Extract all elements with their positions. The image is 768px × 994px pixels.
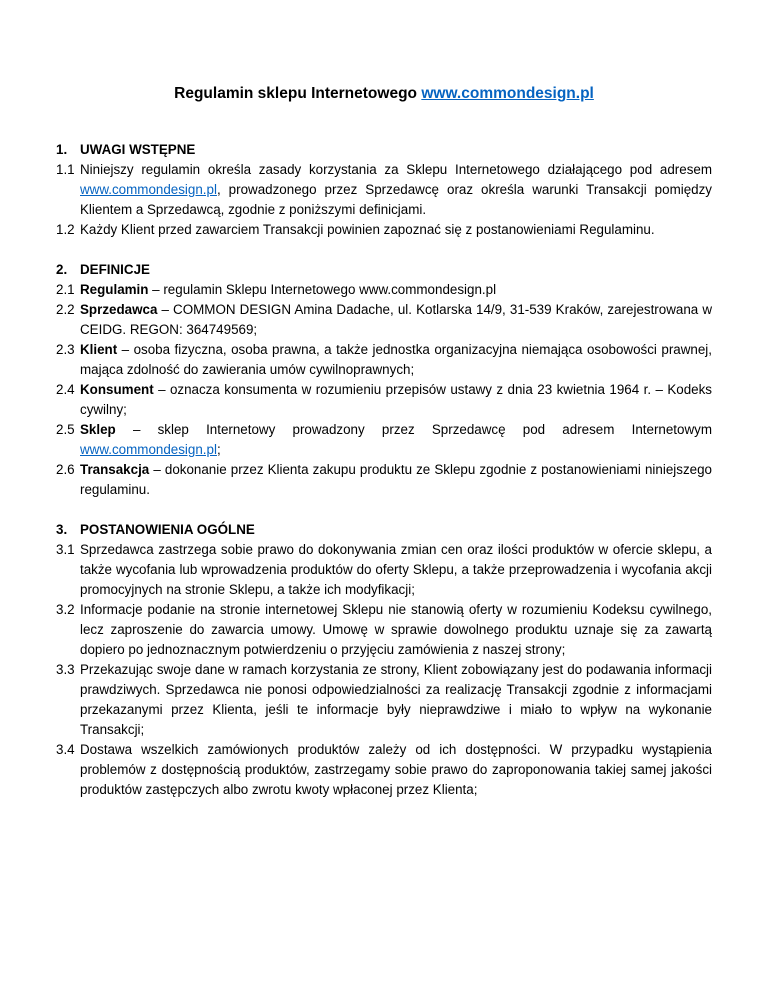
item-number: 1.1 <box>56 162 75 177</box>
item-text: Informacje podanie na stronie internetowej Sklepu nie stanowią oferty w rozumieniu Kodeksu cywilnego, lecz zaproszenie do zawarcia umowy. Umowę w sprawie dowolnego produktu uznaje się za zawartą dopiero po jednoznacznym potwierdzeniu o przyjęciu zamówienia z naszej strony; <box>80 602 712 657</box>
item-number: 2.3 <box>56 342 75 357</box>
title-link[interactable]: www.commondesign.pl <box>421 85 594 102</box>
item-number: 3.4 <box>56 742 75 757</box>
item-text-before: Niniejszy regulamin określa zasady korzystania za Sklepu Internetowego działającego pod adresem <box>80 162 712 177</box>
list-item <box>56 460 712 500</box>
item-text <box>80 280 712 300</box>
item-text: Każdy Klient przed zawarciem Transakcji powinien zapoznać się z postanowieniami Regulaminu. <box>80 222 655 237</box>
list-item <box>56 380 712 420</box>
item-number: 3.2 <box>56 602 75 617</box>
definition-text: – oznacza konsumenta w rozumieniu przepisów ustawy z dnia 23 kwietnia 1964 r. – Kodeks cywilny; <box>80 382 712 417</box>
item-number: 2.5 <box>56 422 75 437</box>
item-number: 2.1 <box>56 282 75 297</box>
document-body <box>56 140 712 820</box>
definition-term: Konsument <box>80 382 154 397</box>
title-text: Regulamin sklepu Internetowego <box>174 85 422 102</box>
item-number: 3.3 <box>56 662 75 677</box>
item-text <box>80 340 712 380</box>
definition-term: Transakcja <box>80 462 150 477</box>
definition-text: – regulamin Sklepu Internetowego www.commondesign.pl <box>148 282 497 297</box>
item-text-after: , prowadzonego przez Sprzedawcę oraz określa warunki Transakcji pomiędzy Klientem a Sprzedawcą, zgodnie z poniższymi definicjami. <box>80 182 712 217</box>
list-item <box>56 540 712 600</box>
list-item <box>56 340 712 380</box>
section-title: DEFINICJE <box>80 262 150 277</box>
list-item <box>56 600 712 660</box>
item-number: 2.4 <box>56 382 75 397</box>
item-text: Przekazując swoje dane w ramach korzystania ze strony, Klient zobowiązany jest do podawania informacji prawdziwych. Sprzedawca nie ponosi odpowiedzialności za realizację Transakcji zgodnie z informacjami przekazanymi przez Klienta, jeśli te informacje były nieprawdziwe i miało to wpływ na wykonanie Transakcji; <box>80 662 712 737</box>
definition-text: – osoba fizyczna, osoba prawna, a także jednostka organizacyjna niemająca osobowości prawnej, mająca zdolność do zawierania umów cywilnoprawnych; <box>80 342 712 377</box>
item-text <box>80 160 712 220</box>
section-title: UWAGI WSTĘPNE <box>80 142 196 157</box>
section-heading <box>56 140 712 160</box>
definition-term: Regulamin <box>80 282 149 297</box>
item-text <box>80 380 712 420</box>
section-number: 1. <box>56 142 68 157</box>
section-postanowienia-ogolne <box>56 520 712 800</box>
section-title: POSTANOWIENIA OGÓLNE <box>80 522 255 537</box>
item-text <box>80 460 712 500</box>
definition-term: Klient <box>80 342 118 357</box>
definition-text: – COMMON DESIGN Amina Dadache, ul. Kotlarska 14/9, 31-539 Kraków, zarejestrowana w CEIDG. REGON: 364749569; <box>80 302 712 337</box>
section-definicje <box>56 260 712 500</box>
item-number: 1.2 <box>56 222 75 237</box>
list-item <box>56 280 712 300</box>
section-heading <box>56 520 712 540</box>
item-number: 2.2 <box>56 302 75 317</box>
list-item <box>56 740 712 800</box>
item-text <box>80 420 712 460</box>
definition-text: – dokonanie przez Klienta zakupu produktu ze Sklepu zgodnie z postanowieniami niniejszego regulaminu. <box>80 462 712 497</box>
section-number: 2. <box>56 262 68 277</box>
list-item <box>56 160 712 220</box>
item-link[interactable]: www.commondesign.pl <box>80 442 217 457</box>
item-link[interactable]: www.commondesign.pl <box>80 182 217 197</box>
definition-term: Sprzedawca <box>80 302 158 317</box>
item-number: 2.6 <box>56 462 75 477</box>
page-title <box>0 83 768 105</box>
definition-term: Sklep <box>80 422 116 437</box>
list-item <box>56 300 712 340</box>
list-item <box>56 420 712 460</box>
item-text: Dostawa wszelkich zamówionych produktów zależy od ich dostępności. W przypadku wystąpienia problemów z dostępnością produktów, zastrzegamy sobie prawo do zaproponowania takiej samej jakości produktów zastępczych albo zwrotu kwoty wpłaconej przez Klienta; <box>80 742 712 797</box>
section-uwagi-wstepne <box>56 140 712 240</box>
item-text: Sprzedawca zastrzega sobie prawo do dokonywania zmian cen oraz ilości produktów w ofercie sklepu, a także wycofania lub wprowadzenia produktów do oferty Sklepu, a także przeprowadzenia i wycofania akcji promocyjnych na stronie Sklepu, a także ich modyfikacji; <box>80 542 712 597</box>
definition-text: – sklep Internetowy prowadzony przez Sprzedawcę pod adresem Internetowym <box>115 422 712 437</box>
section-number: 3. <box>56 522 68 537</box>
list-item <box>56 220 712 240</box>
list-item <box>56 660 712 740</box>
section-heading <box>56 260 712 280</box>
item-text <box>80 300 712 340</box>
definition-text-after: ; <box>216 442 221 457</box>
item-number: 3.1 <box>56 542 75 557</box>
